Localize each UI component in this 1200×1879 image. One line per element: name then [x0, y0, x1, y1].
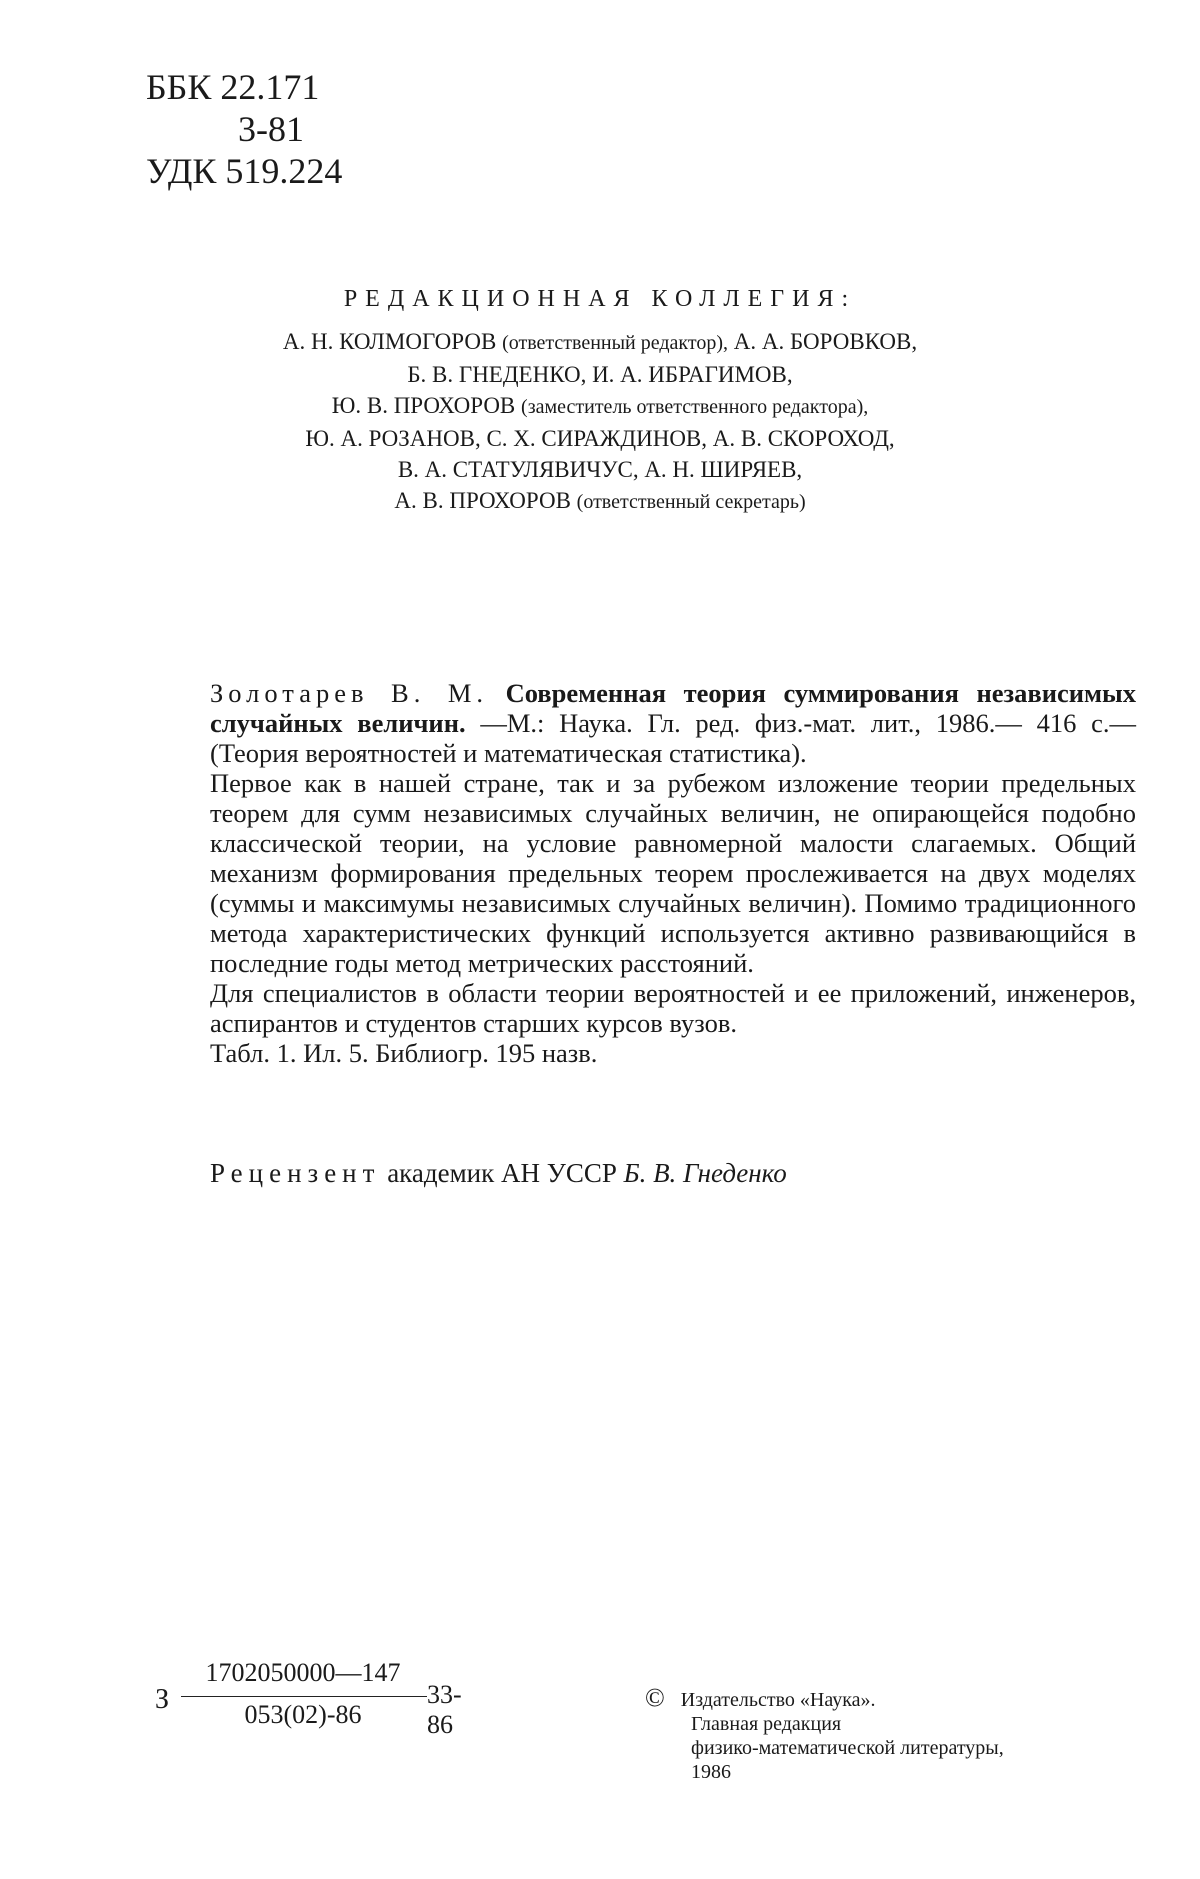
publisher: Издательство «Наука».: [680, 1689, 876, 1711]
bbk-code: ББК 22.171: [146, 67, 320, 107]
imprint: —М.: Наука. Гл. ред. физ.-мат. лит., 1986.— 416 с.— (Теория вероятностей и математическая статистика).: [210, 708, 1136, 768]
copyright-line-3: физико-математической литературы,: [691, 1737, 1004, 1759]
copyright-line-2: Главная редакция: [691, 1713, 842, 1735]
stats: Табл. 1. Ил. 5. Библиогр. 195 назв.: [210, 1038, 598, 1068]
reviewer-name: Б. В. Гнеденко: [623, 1158, 787, 1188]
audience: Для специалистов в области теории вероятностей и ее приложений, инженеров, аспирантов и студентов старших курсов вузов.: [210, 978, 1136, 1038]
abstract: Первое как в нашей стране, так и за рубежом изложение теории предельных теорем для сумм независимых случайных величин, не опирающейся подобно классической теории, на условие равномерной малости слагаемых. Общий механизм формирования предельных теорем прослеживается на двух моделях (суммы и максимумы независимых случайных величин). Помимо традиционного метода характеристических функций используется активно развивающийся в последние годы метод метрических расстояний.: [210, 768, 1136, 978]
board-names: Ю. В. ПРОХОРОВ: [331, 393, 522, 418]
bibliographic-description: [210, 678, 1136, 1068]
board-line-1: [0, 326, 1200, 359]
editorial-board: [0, 326, 1200, 518]
code-numerator: 1702050000—147: [205, 1658, 401, 1687]
reviewer-position: академик АН УССР: [380, 1158, 624, 1188]
book-index: 3-81: [238, 109, 304, 149]
copyright-line-1: [645, 1683, 1145, 1712]
udk-code: УДК 519.224: [146, 151, 343, 191]
code-tail: 33-86: [427, 1680, 462, 1739]
classification-codes: [146, 66, 342, 192]
book-title: Современная теория суммирования независимых случайных величин.: [210, 678, 1136, 738]
board-names: А. В. ПРОХОРОВ: [394, 488, 577, 513]
board-role: (ответственный редактор),: [502, 332, 729, 354]
board-line-3: [0, 390, 1200, 423]
fraction-line: [181, 1696, 427, 1697]
board-line-6: [0, 485, 1200, 518]
code-denominator: 053(02)-86: [244, 1700, 362, 1729]
board-line-4: Ю. А. РОЗАНОВ, С. Х. СИРАЖДИНОВ, А. В. СКОРОХОД,: [305, 426, 895, 451]
reviewer-label: Рецензент: [210, 1158, 381, 1188]
board-names: А. А. БОРОВКОВ,: [728, 329, 918, 354]
copyright-icon: ©: [645, 1683, 665, 1712]
board-names: А. Н. КОЛМОГОРОВ: [282, 329, 503, 354]
board-line-2: Б. В. ГНЕДЕНКО, И. А. ИБРАГИМОВ,: [407, 362, 793, 387]
reviewer-line: [210, 1158, 787, 1189]
code-letter: З: [155, 1684, 170, 1715]
copyright-block: [645, 1683, 1145, 1784]
copyright-year: 1986: [691, 1761, 731, 1783]
author: Золотарев В. М.: [210, 678, 489, 708]
board-role: (ответственный секретарь): [576, 491, 806, 513]
citation: [210, 678, 1136, 768]
board-line-5: В. А. СТАТУЛЯВИЧУС, А. Н. ШИРЯЕВ,: [397, 457, 803, 482]
editorial-board-heading: РЕДАКЦИОННАЯ КОЛЛЕГИЯ:: [343, 286, 857, 312]
board-role: (заместитель ответственного редактора),: [521, 396, 869, 418]
